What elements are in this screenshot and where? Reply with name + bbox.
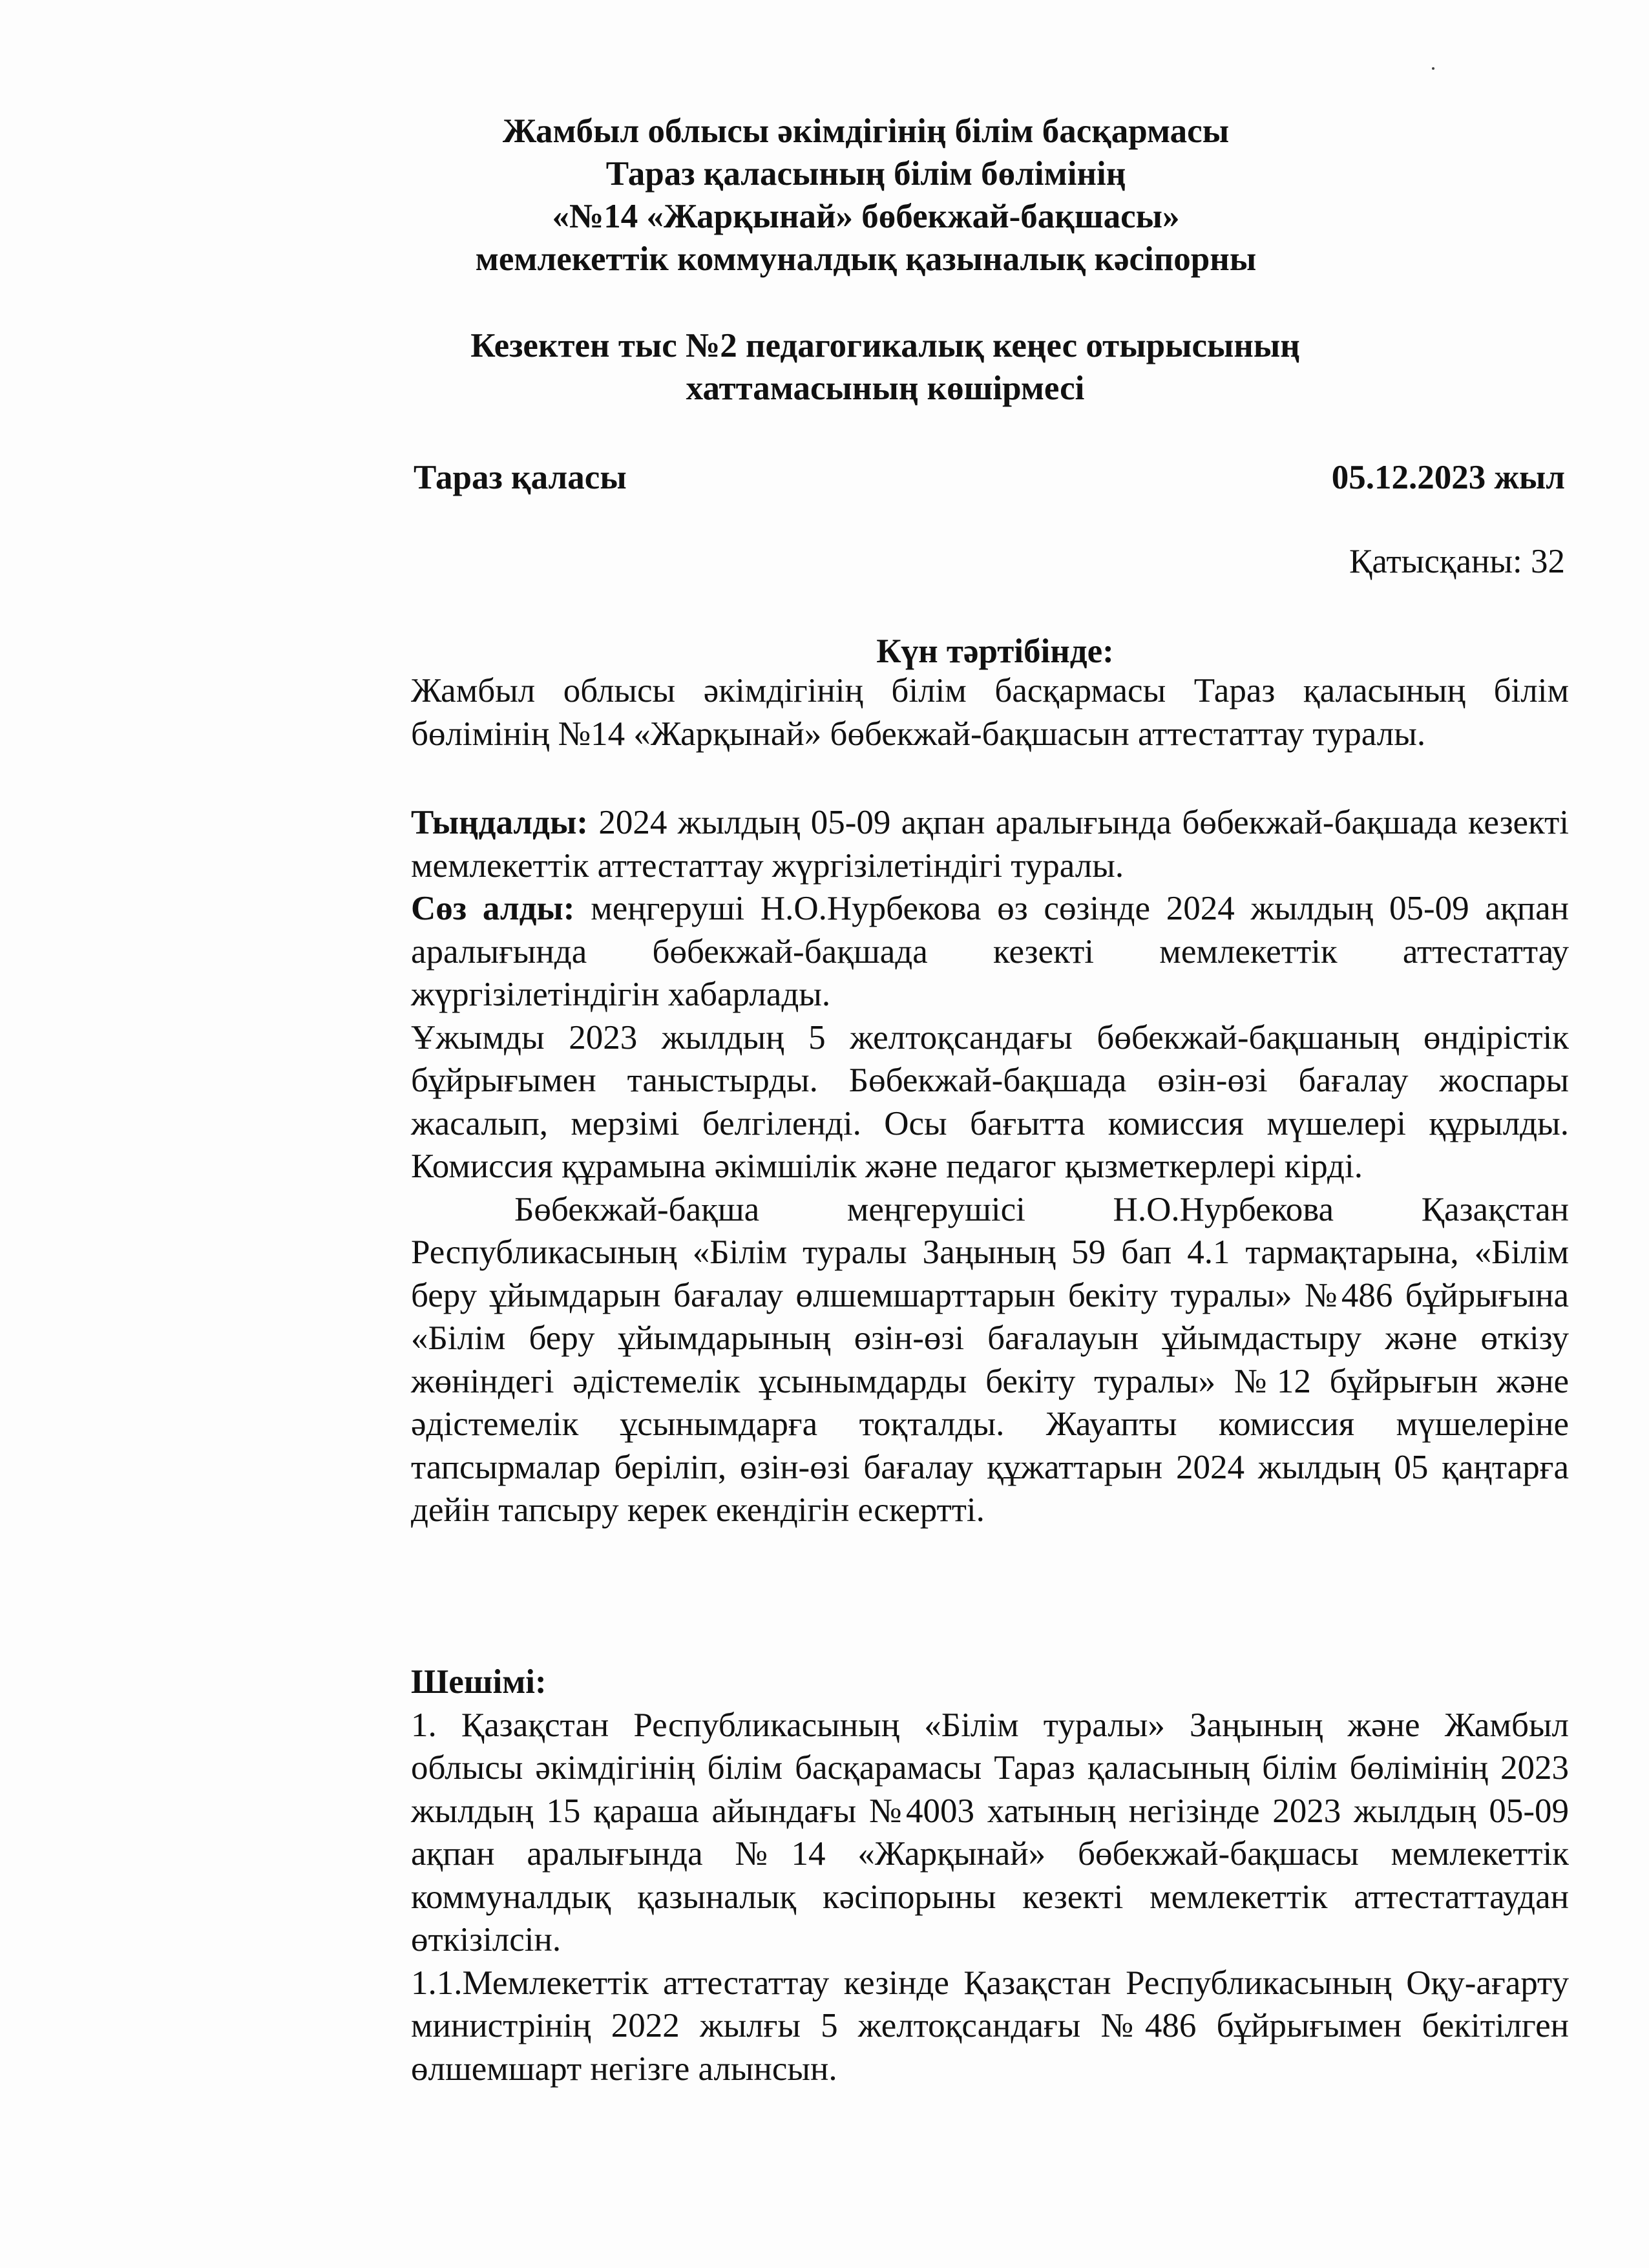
- discussion-section: [411, 801, 1569, 1532]
- header-line-2: Тараз қаласының білім бөлімінің: [605, 155, 1126, 193]
- document-title: [452, 324, 1318, 410]
- heard-label: Тыңдалды:: [411, 804, 588, 841]
- head-paragraph: Бөбекжай-бақша меңгерушісі Н.О.Нурбекова Қазақстан Республикасының «Білім туралы Заңының 59 бап 4.1 тармақтарына, «Білім беру ұйымдарын бағалау өлшемшарттарын бекіту туралы» №486 бұйрығына «Білім беру ұйымдарының өзін-өзі бағалауын ұйымдастыру және өткізу жөніндегі әдістемелік ұсынымдарды бекіту туралы» №12 бұйрығын және әдістемелік ұсынымдарға тоқталды. Жауапты комиссия мүшелеріне тапсырмалар беріліп, өзін-өзі бағалау құжаттарын 2024 жылдың 05 қаңтарға дейін тапсыру керек екендігін ескертті.: [411, 1190, 1569, 1529]
- team-paragraph: Ұжымды 2023 жылдың 5 желтоқсандағы бөбекжай-бақшаның өндірістік бұйрығымен таныстырды. Бөбекжай-бақшада өзін-өзі бағалау жоспары жасалып, мерзімі белгіленді. Осы бағытта комиссия мүшелері құрылды. Комиссия құрамына әкімшілік және педагог қызметкерлері кірді.: [411, 1018, 1569, 1185]
- title-line-1: Кезектен тыс №2 педагогикалық кеңес отырысының: [470, 327, 1300, 364]
- attendance-count: Қатысқаны: 32: [1349, 543, 1565, 580]
- title-line-2: хаттамасының көшірмесі: [686, 370, 1085, 407]
- city-place: Тараз қаласы: [414, 459, 627, 496]
- speech-text: меңгеруші Н.О.Нурбекова өз сөзінде 2024 жылдың 05-09 ақпан аралығында бөбекжай-бақшада кезекті мемлекеттік аттестаттау жүргізілетіндігін хабарлады.: [411, 890, 1569, 1013]
- agenda-text: Жамбыл облысы әкімдігінің білім басқармасы Тараз қаласының білім бөлімінің №14 «Жарқынай» бөбекжай-бақшасын аттестаттау туралы.: [411, 672, 1569, 753]
- decision-item-1-1: 1.1.Мемлекеттік аттестаттау кезінде Қазақстан Республикасының Оқу-ағарту министрінің 2022 жылғы 5 желтоқсандағы №486 бұйрығымен бекітілген өлшемшарт негізге алынсын.: [411, 1964, 1569, 2088]
- agenda-section: [411, 669, 1569, 755]
- header-line-1: Жамбыл облысы әкімдігінің білім басқармасы: [502, 112, 1230, 150]
- decision-heading: Шешімі:: [411, 1663, 547, 1701]
- decision-section: [411, 1661, 1569, 2090]
- speech-label: Сөз алды:: [411, 890, 575, 927]
- agenda-heading: Күн тәртібінде:: [876, 633, 1114, 670]
- heard-paragraph: [411, 801, 1569, 887]
- header-line-4: мемлекеттік коммуналдық қазыналық кәсіпорны: [475, 240, 1257, 278]
- document-date: 05.12.2023 жыл: [1331, 459, 1565, 496]
- organization-header: [414, 110, 1318, 280]
- scan-speck: [1432, 67, 1434, 70]
- speech-paragraph: [411, 887, 1569, 1016]
- header-line-3: «№14 «Жарқынай» бөбекжай-бақшасы»: [552, 198, 1180, 235]
- decision-item-1: 1. Қазақстан Республикасының «Білім туралы» Заңының және Жамбыл облысы әкімдігінің білім басқарамасы Тараз қаласының білім бөлімінің 2023 жылдың 15 қараша айындағы №4003 хатының негізінде 2023 жылдың 05-09 ақпан аралығында №14 «Жарқынай» бөбекжай-бақшасы мемлекеттік коммуналдық қазыналық кәсіпорыны кезекті мемлекеттік аттестаттаудан өткізілсін.: [411, 1706, 1569, 1958]
- heard-text: 2024 жылдың 05-09 ақпан аралығында бөбекжай-бақшада кезекті мемлекеттік аттестаттау жүргізілетіндігі туралы.: [411, 804, 1569, 885]
